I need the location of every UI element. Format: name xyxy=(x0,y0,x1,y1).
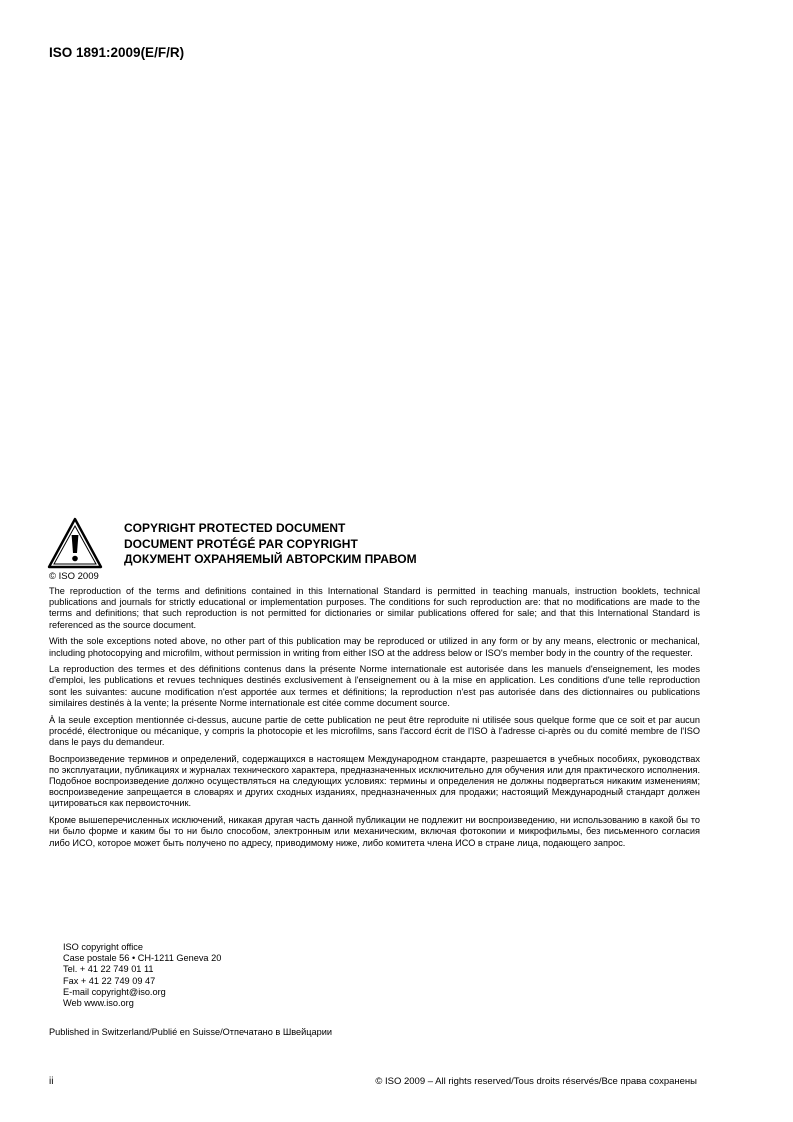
title-french: DOCUMENT PROTÉGÉ PAR COPYRIGHT xyxy=(124,536,358,551)
address-tel: Tel. + 41 22 749 01 11 xyxy=(63,964,154,975)
published-line: Published in Switzerland/Publié en Suisse/Отпечатано в Швейцарии xyxy=(49,1027,333,1037)
address-email: E-mail copyright@iso.org xyxy=(63,986,166,997)
address-postal: Case postale 56 • CH-1211 Geneva 20 xyxy=(63,953,222,964)
warning-triangle-icon xyxy=(47,517,103,569)
copyright-line: © ISO 2009 xyxy=(49,571,99,582)
address-web: Web www.iso.org xyxy=(63,998,134,1009)
paragraph-fr-1: La reproduction des termes et des définitions contenus dans la présente Norme internationale est autorisée dans les manuels d'enseignement, les modes d'emploi, les publications et revues techniques destinés exclusivement à l'enseignement ou à la mise en application. Les conditions d'une telle reproduction sont les suivantes: aucune modification n'est apportée aux termes et définitions; la reproduction n'est pas autorisée dans des dictionnaires ou publications similaires destinés à la vente; la présente Norme internationale est citée comme document source. xyxy=(49,664,700,708)
title-russian: ДОКУМЕНТ ОХРАНЯЕМЫЙ АВТОРСКИМ ПРАВОМ xyxy=(124,552,417,566)
paragraph-en-1: The reproduction of the terms and definitions contained in this International Standard is permitted in teaching manuals, instruction booklets, technical publications and journals for strictly educational or implementation purposes. The conditions for such reproduction are: that no modifications are made to the terms and definitions; that such reproduction is not permitted for dictionaries or similar publications offered for sale; and that this International Standard is referenced as the source document. xyxy=(49,586,700,630)
footer-copyright: © ISO 2009 – All rights reserved/Tous droits réservés/Все права сохранены xyxy=(375,1076,697,1087)
paragraph-ru-1: Воспроизведение терминов и определений, содержащихся в настоящем Международном стандарте, разрешается в учебных пособиях, руководствах по эксплуатации, публикациях и журналах технического характера, предназначенных исключительно для обучения или для практического исполнения. Подобное воспроизведение должно осуществляться на следующих условиях: термины и определения не должны подвергаться никаким изменениям; воспроизведение запрещается в словарях и других сходных изданиях, предназначенных для продажи; настоящий Международный стандарт должен цитироваться как первоисточник. xyxy=(49,753,700,809)
paragraph-ru-2: Кроме вышеперечисленных исключений, никакая другая часть данной публикации не подлежит ни воспроизведению, ни использованию в какой бы то ни было форме и каким бы то ни было способом, электронным или механическим, включая фотокопии и микрофильмы, без письменного согласия либо ИСО, которое может быть получено по адресу, приводимому ниже, либо комитета члена ИСО в стране лица, подающего запрос. xyxy=(49,815,700,848)
paragraph-en-2: With the sole exceptions noted above, no other part of this publication may be reproduced or utilized in any form or by any means, electronic or mechanical, including photocopying and microfilm, without permission in writing from either ISO at the address below or ISO's member body in the country of the requester. xyxy=(49,636,700,658)
page-number: ii xyxy=(49,1076,54,1087)
address-office: ISO copyright office xyxy=(63,942,144,952)
title-english: COPYRIGHT PROTECTED DOCUMENT xyxy=(124,521,346,535)
copyright-body xyxy=(49,586,700,854)
paragraph-fr-2: À la seule exception mentionnée ci-dessus, aucune partie de cette publication ne peut être reproduite ni utilisée sous quelque forme que ce soit et par aucun procédé, électronique ou mécanique, y compris la photocopie et les microfilms, sans l'accord écrit de l'ISO à l'adresse ci-après ou du comité membre de l'ISO dans le pays du demandeur. xyxy=(49,714,700,747)
document-id: ISO 1891:2009(E/F/R) xyxy=(49,45,185,60)
address-block xyxy=(63,942,221,1009)
address-fax: Fax + 41 22 749 09 47 xyxy=(63,975,156,986)
copyright-titles xyxy=(124,521,417,568)
